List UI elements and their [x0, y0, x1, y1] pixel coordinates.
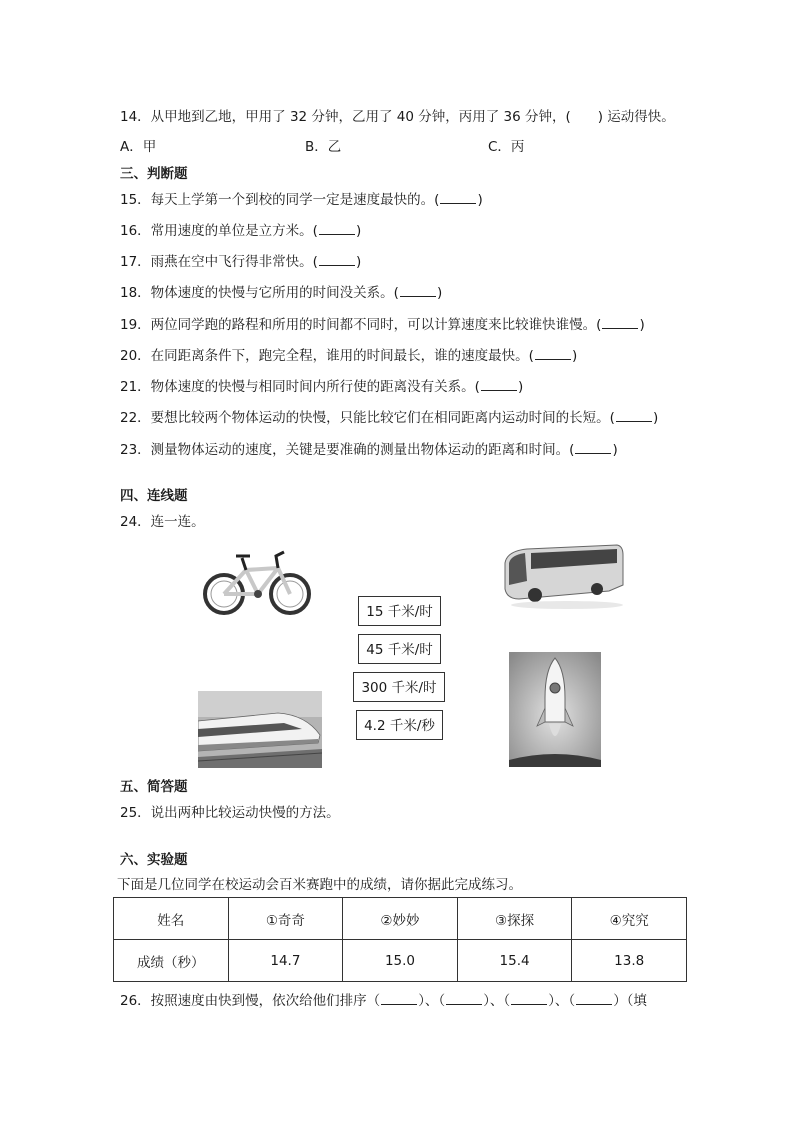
judge-item-21: 21．物体速度的快慢与相同时间内所行使的距离没有关系。( ) [120, 379, 524, 395]
judge-item-20: 20．在同距离条件下，跑完全程，谁用的时间最长，谁的速度最快。( ) [120, 348, 578, 364]
answer-blank[interactable] [575, 441, 611, 454]
judge-item-19: 19．两位同学跑的路程和所用的时间都不同时，可以计算速度来比较谁快谁慢。( ) [120, 317, 645, 333]
experiment-intro: 下面是几位同学在校运动会百米赛跑中的成绩，请你据此完成练习。 [117, 877, 522, 893]
answer-blank[interactable] [616, 409, 652, 422]
speed-box-45[interactable]: 45 千米/时 [358, 634, 441, 664]
section-title-matching: 四、连线题 [120, 488, 188, 504]
score-cell: 13.8 [572, 940, 687, 982]
rocket-image[interactable] [509, 652, 601, 767]
speed-box-4-2[interactable]: 4.2 千米/秒 [356, 710, 443, 740]
option-b: B．乙 [305, 139, 342, 155]
row-label-cell: 成绩（秒） [114, 940, 229, 982]
score-cell: 15.4 [457, 940, 572, 982]
speed-box-300[interactable]: 300 千米/时 [353, 672, 445, 702]
question-25: 25．说出两种比较运动快慢的方法。 [120, 805, 340, 821]
answer-blank[interactable] [576, 992, 612, 1005]
answer-blank[interactable] [400, 284, 436, 297]
question-14: 14．从甲地到乙地，甲用了 32 分钟，乙用了 40 分钟，丙用了 36 分钟，( ) 运动得快。 [120, 109, 675, 125]
table-row [114, 940, 687, 982]
score-cell: 15.0 [343, 940, 458, 982]
bicycle-image[interactable] [200, 542, 314, 620]
judge-item-17: 17．雨燕在空中飞行得非常快。( ) [120, 254, 362, 270]
speed-box-15[interactable]: 15 千米/时 [358, 596, 441, 626]
score-cell: 14.7 [228, 940, 343, 982]
question-26: 26．按照速度由快到慢，依次给他们排序（ ）、（ ）、（ ）、（ ）（填 [120, 993, 647, 1009]
answer-blank[interactable] [381, 992, 417, 1005]
judge-item-22: 22．要想比较两个物体运动的快慢，只能比较它们在相同距离内运动时间的长短。( ) [120, 410, 659, 426]
header-cell: ①奇奇 [228, 898, 343, 940]
answer-blank[interactable] [511, 992, 547, 1005]
answer-blank[interactable] [440, 191, 476, 204]
bus-image[interactable] [497, 541, 625, 611]
section-title-short-answer: 五、简答题 [120, 779, 188, 795]
option-a: A．甲 [120, 139, 157, 155]
answer-blank[interactable] [446, 992, 482, 1005]
answer-blank[interactable] [602, 316, 638, 329]
section-title-judge: 三、判断题 [120, 166, 188, 182]
header-cell: 姓名 [114, 898, 229, 940]
answer-blank[interactable] [481, 378, 517, 391]
section-title-experiment: 六、实验题 [120, 852, 188, 868]
option-c: C．丙 [488, 139, 525, 155]
answer-blank[interactable] [535, 347, 571, 360]
header-cell: ④究究 [572, 898, 687, 940]
table-header-row [114, 898, 687, 940]
answer-blank[interactable] [319, 253, 355, 266]
scores-table [113, 897, 687, 982]
judge-item-16: 16．常用速度的单位是立方米。( ) [120, 223, 362, 239]
header-cell: ②妙妙 [343, 898, 458, 940]
judge-item-18: 18．物体速度的快慢与它所用的时间没关系。( ) [120, 285, 443, 301]
header-cell: ③探探 [457, 898, 572, 940]
answer-blank[interactable] [319, 222, 355, 235]
judge-item-15: 15．每天上学第一个到校的同学一定是速度最快的。( ) [120, 192, 483, 208]
question-24: 24．连一连。 [120, 514, 205, 530]
judge-item-23: 23．测量物体运动的速度，关键是要准确的测量出物体运动的距离和时间。( ) [120, 442, 618, 458]
high-speed-train-image[interactable] [198, 691, 322, 768]
